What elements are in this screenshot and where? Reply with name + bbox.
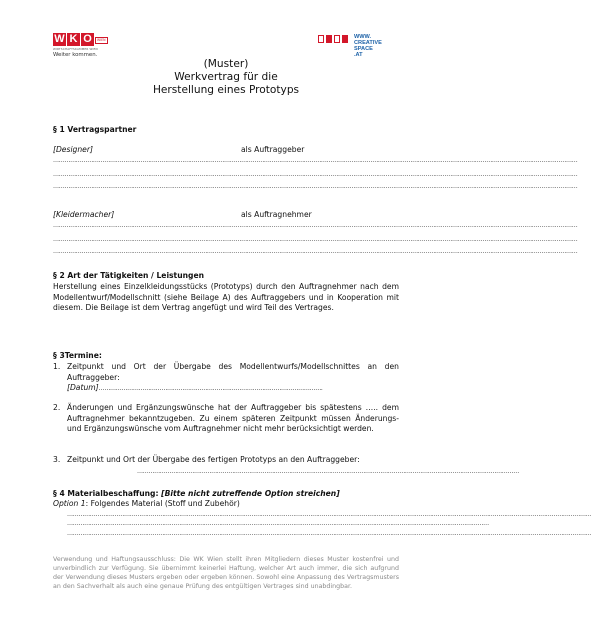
cs-grid-icon: [318, 35, 348, 43]
document-title: [0, 58, 452, 96]
option-1-line: [53, 499, 240, 510]
term-2-text: Änderungen und Ergänzungswünsche hat der Auftraggeber bis spätestens ….. dem Auftragnehmer bekanntzugeben. Zu einem späteren Zeitpunkt müssen Änderungs- und Ergänzungswünsche vom Auftragnehmer nicht mehr berücksichtigt werden.: [67, 403, 399, 433]
term-3-number: 3.: [53, 455, 61, 464]
party-1-placeholder: [Designer]: [53, 145, 93, 154]
term-3-line: …………………………………………………………………………………………………………………………………………………………………………………: [137, 468, 519, 475]
term-1-number: 1.: [53, 362, 61, 371]
option-1-label: Option 1: [53, 499, 86, 508]
party-2-role: als Auftragnehmer: [241, 210, 312, 219]
section-4-title: § 4 Materialbeschaffung:: [53, 489, 162, 498]
party-1-line-2: ……………………………………………………………………………………………………………………………………………………………………………………………………………………………………………………: [53, 171, 578, 178]
wko-slogan: Weiter kommen.: [53, 52, 98, 58]
material-line-1: ……………………………………………………………………………………………………………………………………………………………………………………………………………………………………………………: [67, 511, 591, 518]
party-1-line-1: ……………………………………………………………………………………………………………………………………………………………………………………………………………………………………………………: [53, 157, 578, 164]
section-1-heading: § 1 Vertragspartner: [53, 125, 137, 134]
title-line-2: Werkvertrag für die: [174, 70, 278, 83]
section-4-heading: [53, 489, 340, 500]
cs-line-4: .AT: [354, 52, 363, 58]
wko-subline: WIRTSCHAFTSKAMMER WIEN: [53, 47, 98, 51]
material-line-3: ……………………………………………………………………………………………………………………………………………………………………………………………………………………………………………………: [67, 530, 591, 537]
party-2-placeholder: [Kleidermacher]: [53, 210, 115, 219]
term-1-date-field: [Datum]……………………………………………………………………………………………………….: [67, 383, 323, 392]
cs-wordmark: [354, 34, 382, 58]
wko-letter-k-box: K: [67, 33, 80, 46]
party-1-role: als Auftraggeber: [241, 145, 305, 154]
party-2-line-1: ……………………………………………………………………………………………………………………………………………………………………………………………………………………………………………………: [53, 222, 578, 229]
party-2-line-3: ……………………………………………………………………………………………………………………………………………………………………………………………………………………………………………………: [53, 248, 578, 255]
term-2-number: 2.: [53, 403, 61, 412]
material-line-2: ……………………………………………………………………………………………………………………………………………………………………………………………………: [67, 520, 489, 527]
cs-line-2: CREATIVE: [354, 40, 382, 46]
section-2-body: Herstellung eines Einzelkleidungsstücks (Prototyps) durch den Auftragnehmer nach dem Modellentwurf/Modellschnitt (siehe Beilage A) des Auftraggebers und in Kooperation mit diesem. Die Beilage ist dem Vertrag angefügt und wird Teil des Vertrages.: [53, 282, 399, 312]
disclaimer-footer: Verwendung und Haftungsausschluss: Die WK Wien stellt ihren Mitgliedern dieses Muster kostenfrei und unverbindlich zur Verfügung. Sie übernimmt keinerlei Haftung, welcher Art auch immer, die sich aufgrund der Verwendung dieses Musters ergeben oder ergeben können. Sowohl eine Anpassung des Vertragsmusters an den Sachverhalt als auch eine genaue Prüfung des entgültigen Vertrages sind unabdingbar.: [53, 556, 399, 590]
title-line-1: (Muster): [203, 58, 249, 70]
wko-letter-o-box: O: [81, 33, 94, 46]
wko-letter-w-box: W: [54, 33, 65, 45]
party-1-line-3: ……………………………………………………………………………………………………………………………………………………………………………………………………………………………………………………: [53, 183, 578, 190]
party-2-line-2: ……………………………………………………………………………………………………………………………………………………………………………………………………………………………………………………: [53, 236, 578, 243]
wko-wien-label: WIEN: [97, 38, 106, 42]
section-2-heading: § 2 Art der Tätigkeiten / Leistungen: [53, 271, 204, 280]
section-3-heading: § 3Termine:: [53, 351, 102, 360]
cs-line-1: WWW.: [354, 34, 372, 40]
title-line-3: Herstellung eines Prototyps: [152, 83, 300, 96]
term-3-text: Zeitpunkt und Ort der Übergabe des fertigen Prototyps an den Auftraggeber:: [67, 455, 360, 464]
term-1-date-placeholder: [Datum]: [67, 383, 99, 392]
cs-line-3: SPACE: [354, 46, 373, 52]
section-4-note: [Bitte nicht zutreffende Option streichen]: [161, 489, 340, 498]
term-1-text: Zeitpunkt und Ort der Übergabe des Modellentwurfs/Modellschnittes an den Auftraggeber:: [67, 362, 399, 382]
option-1-text: : Folgendes Material (Stoff und Zubehör): [85, 499, 240, 508]
